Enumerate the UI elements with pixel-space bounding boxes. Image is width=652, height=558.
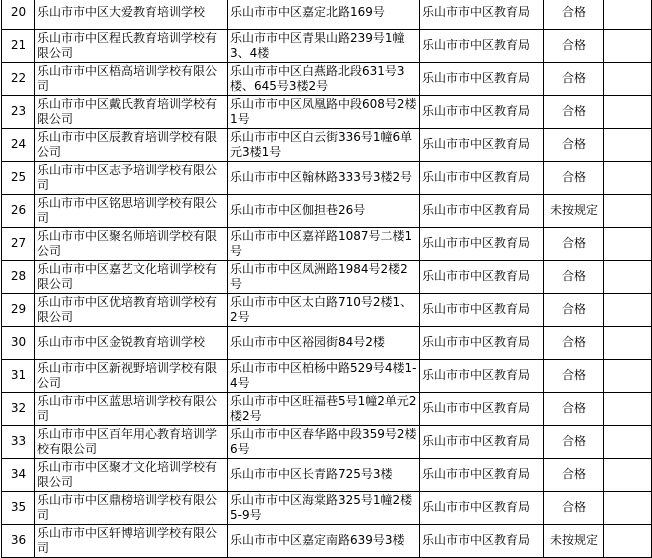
result-cell: 合格: [544, 96, 604, 129]
address-cell: 乐山市市中区伽担巷26号: [228, 195, 420, 228]
address-cell: 乐山市市中区凤凰路中段608号2楼1号: [228, 96, 420, 129]
blank-cell: [604, 393, 652, 426]
institution-name-cell: 乐山市市中区程氏教育培训学校有限公司: [35, 30, 228, 63]
blank-cell: [604, 459, 652, 492]
authority-cell: 乐山市市中区教育局: [420, 0, 544, 30]
row-number-cell: 36: [2, 525, 35, 558]
address-cell: 乐山市市中区白云街336号1幢6单元3楼1号: [228, 129, 420, 162]
authority-cell: 乐山市市中区教育局: [420, 426, 544, 459]
result-cell: 合格: [544, 30, 604, 63]
institution-name-cell: 乐山市市中区百年用心教育培训学校有限公司: [35, 426, 228, 459]
result-cell: 未按规定: [544, 195, 604, 228]
authority-cell: 乐山市市中区教育局: [420, 63, 544, 96]
address-cell: 乐山市市中区翰林路333号3楼2号: [228, 162, 420, 195]
result-cell: 合格: [544, 162, 604, 195]
result-cell: 合格: [544, 0, 604, 30]
table-row: [2, 129, 652, 162]
address-cell: 乐山市市中区长青路725号3楼: [228, 459, 420, 492]
institution-name-cell: 乐山市市中区蓝思培训学校有限公司: [35, 393, 228, 426]
table-row: [2, 525, 652, 558]
blank-cell: [604, 228, 652, 261]
address-cell: 乐山市市中区太白路710号2楼1、2号: [228, 294, 420, 327]
institution-name-cell: 乐山市市中区嘉艺文化培训学校有限公司: [35, 261, 228, 294]
blank-cell: [604, 30, 652, 63]
blank-cell: [604, 63, 652, 96]
address-cell: 乐山市市中区白燕路北段631号3楼、645号3楼2号: [228, 63, 420, 96]
blank-cell: [604, 261, 652, 294]
blank-cell: [604, 162, 652, 195]
result-cell: 合格: [544, 426, 604, 459]
blank-cell: [604, 492, 652, 525]
table-row: [2, 327, 652, 360]
institution-name-cell: 乐山市市中区新视野培训学校有限公司: [35, 360, 228, 393]
row-number-cell: 30: [2, 327, 35, 360]
table-row: [2, 360, 652, 393]
table-row: [2, 294, 652, 327]
institution-name-cell: 乐山市市中区聚才文化培训学校有限公司: [35, 459, 228, 492]
row-number-cell: 21: [2, 30, 35, 63]
table-row: [2, 63, 652, 96]
authority-cell: 乐山市市中区教育局: [420, 261, 544, 294]
table-row: [2, 261, 652, 294]
row-number-cell: 27: [2, 228, 35, 261]
authority-cell: 乐山市市中区教育局: [420, 162, 544, 195]
blank-cell: [604, 360, 652, 393]
table-row: [2, 162, 652, 195]
row-number-cell: 23: [2, 96, 35, 129]
institution-name-cell: 乐山市市中区鼎榜培训学校有限公司: [35, 492, 228, 525]
blank-cell: [604, 294, 652, 327]
table-row: [2, 393, 652, 426]
row-number-cell: 28: [2, 261, 35, 294]
table-row: [2, 0, 652, 30]
institution-name-cell: 乐山市市中区志予培训学校有限公司: [35, 162, 228, 195]
authority-cell: 乐山市市中区教育局: [420, 294, 544, 327]
blank-cell: [604, 129, 652, 162]
address-cell: 乐山市市中区嘉定南路639号3楼: [228, 525, 420, 558]
blank-cell: [604, 327, 652, 360]
institution-name-cell: 乐山市市中区优培教育培训学校有限公司: [35, 294, 228, 327]
result-cell: 合格: [544, 129, 604, 162]
authority-cell: 乐山市市中区教育局: [420, 129, 544, 162]
row-number-cell: 32: [2, 393, 35, 426]
institution-name-cell: 乐山市市中区大爱教育培训学校: [35, 0, 228, 30]
result-cell: 合格: [544, 459, 604, 492]
address-cell: 乐山市市中区青果山路239号1幢3、4楼: [228, 30, 420, 63]
table-row: [2, 459, 652, 492]
row-number-cell: 24: [2, 129, 35, 162]
blank-cell: [604, 525, 652, 558]
address-cell: 乐山市市中区嘉祥路1087号二楼1号: [228, 228, 420, 261]
row-number-cell: 34: [2, 459, 35, 492]
institution-name-cell: 乐山市市中区铭思培训学校有限公司: [35, 195, 228, 228]
table-row: [2, 30, 652, 63]
table-body: [2, 0, 652, 558]
row-number-cell: 22: [2, 63, 35, 96]
result-cell: 合格: [544, 360, 604, 393]
table-row: [2, 426, 652, 459]
address-cell: 乐山市市中区春华路中段359号2楼6号: [228, 426, 420, 459]
authority-cell: 乐山市市中区教育局: [420, 393, 544, 426]
authority-cell: 乐山市市中区教育局: [420, 195, 544, 228]
institution-name-cell: 乐山市市中区梧高培训学校有限公司: [35, 63, 228, 96]
authority-cell: 乐山市市中区教育局: [420, 360, 544, 393]
result-cell: 合格: [544, 63, 604, 96]
row-number-cell: 25: [2, 162, 35, 195]
address-cell: 乐山市市中区海棠路325号1幢2楼5-9号: [228, 492, 420, 525]
institution-name-cell: 乐山市市中区金锐教育培训学校: [35, 327, 228, 360]
address-cell: 乐山市市中区裕园街84号2楼: [228, 327, 420, 360]
authority-cell: 乐山市市中区教育局: [420, 30, 544, 63]
result-cell: 未按规定: [544, 525, 604, 558]
blank-cell: [604, 0, 652, 30]
row-number-cell: 26: [2, 195, 35, 228]
result-cell: 合格: [544, 228, 604, 261]
institution-name-cell: 乐山市市中区辰教育培训学校有限公司: [35, 129, 228, 162]
authority-cell: 乐山市市中区教育局: [420, 492, 544, 525]
result-cell: 合格: [544, 294, 604, 327]
row-number-cell: 33: [2, 426, 35, 459]
institution-name-cell: 乐山市市中区聚名师培训学校有限公司: [35, 228, 228, 261]
blank-cell: [604, 426, 652, 459]
result-cell: 合格: [544, 261, 604, 294]
row-number-cell: 31: [2, 360, 35, 393]
authority-cell: 乐山市市中区教育局: [420, 96, 544, 129]
blank-cell: [604, 195, 652, 228]
address-cell: 乐山市市中区柏杨中路529号4楼1-4号: [228, 360, 420, 393]
authority-cell: 乐山市市中区教育局: [420, 327, 544, 360]
authority-cell: 乐山市市中区教育局: [420, 228, 544, 261]
result-cell: 合格: [544, 492, 604, 525]
table-row: [2, 492, 652, 525]
address-cell: 乐山市市中区凤洲路1984号2楼2号: [228, 261, 420, 294]
result-cell: 合格: [544, 393, 604, 426]
row-number-cell: 20: [2, 0, 35, 30]
row-number-cell: 29: [2, 294, 35, 327]
inspection-results-table: [1, 0, 652, 558]
blank-cell: [604, 96, 652, 129]
address-cell: 乐山市市中区旺福巷5号1幢2单元2楼2号: [228, 393, 420, 426]
institution-name-cell: 乐山市市中区轩博培训学校有限公司: [35, 525, 228, 558]
authority-cell: 乐山市市中区教育局: [420, 459, 544, 492]
result-cell: 合格: [544, 327, 604, 360]
table-row: [2, 96, 652, 129]
institution-name-cell: 乐山市市中区戴氏教育培训学校有限公司: [35, 96, 228, 129]
row-number-cell: 35: [2, 492, 35, 525]
address-cell: 乐山市市中区嘉定北路169号: [228, 0, 420, 30]
table-row: [2, 195, 652, 228]
table-row: [2, 228, 652, 261]
authority-cell: 乐山市市中区教育局: [420, 525, 544, 558]
